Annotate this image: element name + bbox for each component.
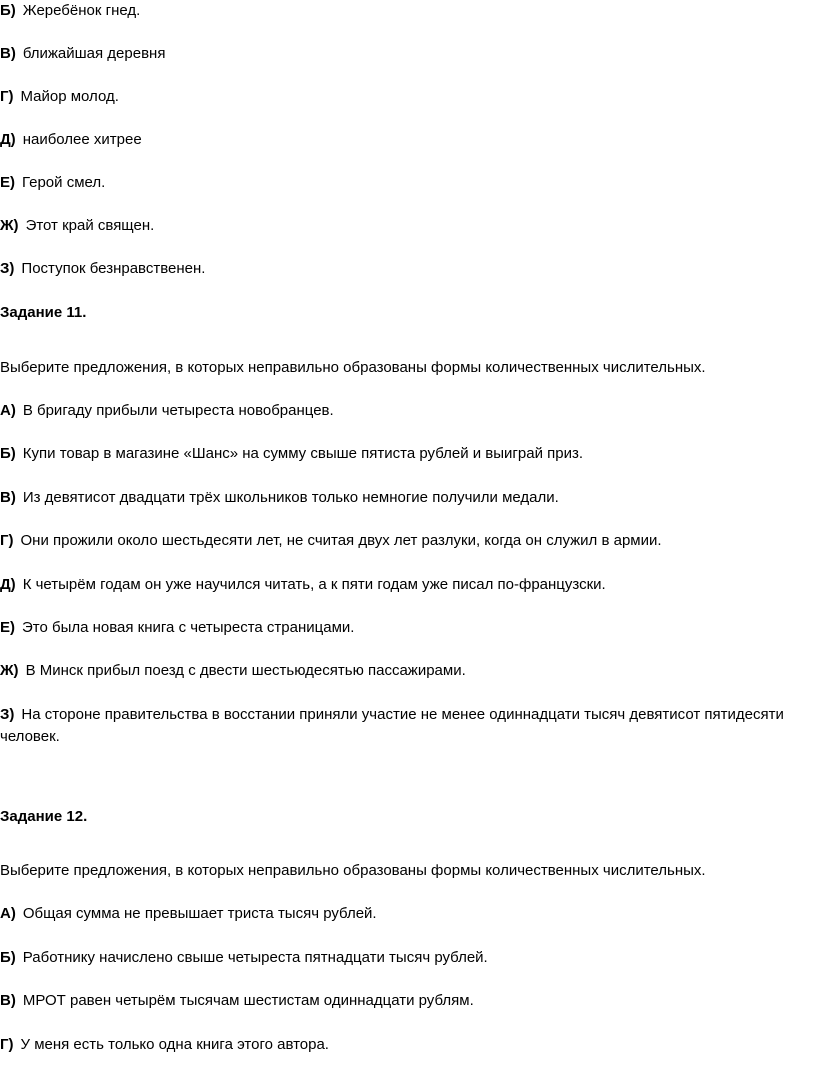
item-text: Купи товар в магазине «Шанс» на сумму свыше пятиста рублей и выиграй приз. bbox=[22, 445, 584, 462]
list-item bbox=[0, 172, 105, 194]
list-item bbox=[0, 574, 606, 596]
item-letter: Е) bbox=[0, 174, 15, 191]
item-text: Майор молод. bbox=[20, 88, 119, 105]
list-item bbox=[0, 617, 354, 639]
list-item bbox=[0, 443, 583, 465]
list-item bbox=[0, 1034, 329, 1056]
item-letter: В) bbox=[0, 45, 16, 62]
list-item bbox=[0, 660, 466, 682]
item-letter: Б) bbox=[0, 445, 16, 462]
item-text: Поступок безнравственен. bbox=[21, 260, 206, 277]
task12-instruction: Выберите предложения, в которых неправильно образованы формы количественных числительных. bbox=[0, 862, 706, 879]
list-item bbox=[0, 704, 790, 748]
item-text: Этот край священ. bbox=[25, 217, 155, 234]
item-letter: Д) bbox=[0, 576, 16, 593]
list-item bbox=[0, 215, 154, 237]
list-item bbox=[0, 990, 474, 1012]
item-letter: З) bbox=[0, 706, 15, 723]
item-letter: Г) bbox=[0, 1036, 14, 1053]
list-item bbox=[0, 129, 142, 151]
list-item bbox=[0, 43, 165, 65]
item-text: наиболее хитрее bbox=[22, 131, 142, 148]
list-item bbox=[0, 400, 334, 422]
item-letter: Ж) bbox=[0, 217, 19, 234]
list-item bbox=[0, 258, 205, 280]
item-letter: А) bbox=[0, 402, 16, 419]
task11-heading: Задание 11. bbox=[0, 304, 87, 321]
item-letter: Д) bbox=[0, 131, 16, 148]
item-letter: Б) bbox=[0, 2, 16, 19]
item-text: Герой смел. bbox=[22, 174, 106, 191]
item-letter: А) bbox=[0, 905, 16, 922]
item-letter: Ж) bbox=[0, 662, 19, 679]
item-text: На стороне правительства в восстании приняли участие не менее одиннадцати тысяч девятисот пятидесяти человек. bbox=[0, 706, 784, 745]
task12-heading: Задание 12. bbox=[0, 808, 88, 825]
item-letter: Г) bbox=[0, 88, 14, 105]
item-text: Жеребёнок гнед. bbox=[22, 2, 141, 19]
item-letter: Г) bbox=[0, 532, 14, 549]
item-letter: Б) bbox=[0, 949, 16, 966]
list-item bbox=[0, 86, 119, 108]
item-text: К четырём годам он уже научился читать, а к пяти годам уже писал по-французски. bbox=[22, 576, 606, 593]
list-item bbox=[0, 0, 140, 22]
item-text: Они прожили около шестьдесяти лет, не считая двух лет разлуки, когда он служил в армии. bbox=[20, 532, 662, 549]
list-item bbox=[0, 530, 662, 552]
item-text: Из девятисот двадцати трёх школьников только немногие получили медали. bbox=[22, 489, 559, 506]
list-item bbox=[0, 947, 488, 969]
item-letter: В) bbox=[0, 489, 16, 506]
item-text: В Минск прибыл поезд с двести шестьюдесятью пассажирами. bbox=[25, 662, 466, 679]
item-text: В бригаду прибыли четыреста новобранцев. bbox=[22, 402, 334, 419]
list-item bbox=[0, 903, 377, 925]
item-letter: З) bbox=[0, 260, 15, 277]
item-text: Работнику начислено свыше четыреста пятнадцати тысяч рублей. bbox=[22, 949, 488, 966]
item-text: У меня есть только одна книга этого автора. bbox=[20, 1036, 329, 1053]
item-text: МРОТ равен четырём тысячам шестистам одиннадцати рублям. bbox=[22, 992, 474, 1009]
item-text: ближайшая деревня bbox=[22, 45, 166, 62]
item-letter: Е) bbox=[0, 619, 15, 636]
list-item bbox=[0, 487, 559, 509]
task11-instruction: Выберите предложения, в которых неправильно образованы формы количественных числительных. bbox=[0, 359, 706, 376]
item-text: Это была новая книга с четыреста страницами. bbox=[22, 619, 355, 636]
item-text: Общая сумма не превышает триста тысяч рублей. bbox=[22, 905, 377, 922]
item-letter: В) bbox=[0, 992, 16, 1009]
